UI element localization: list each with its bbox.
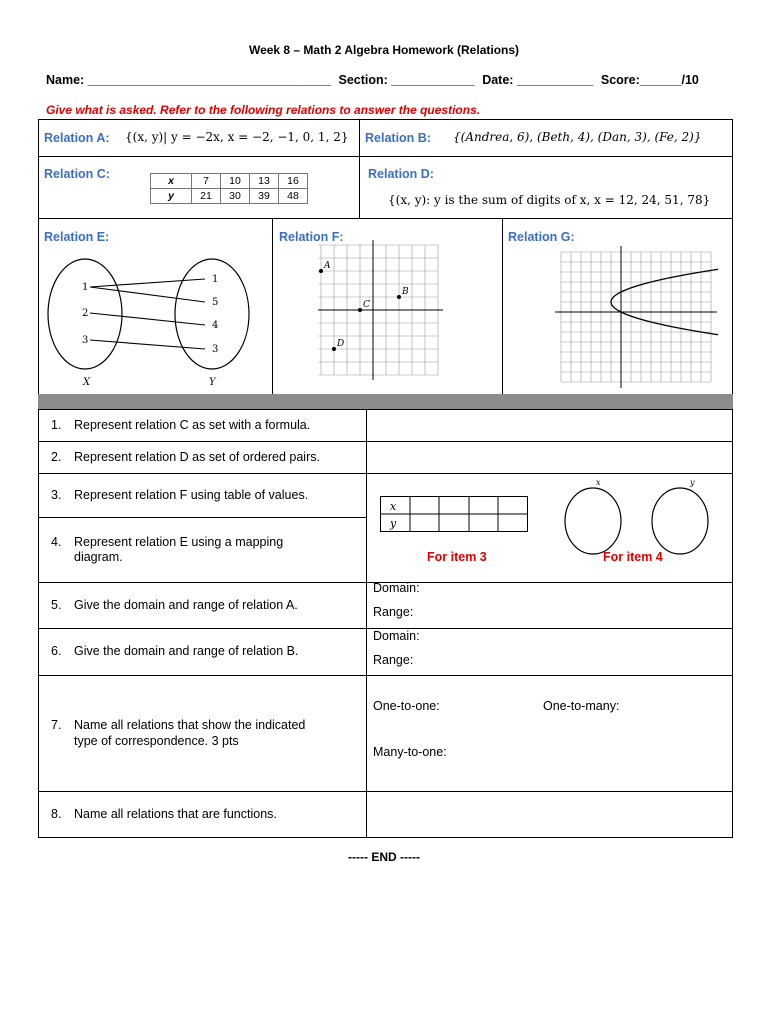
question-number: 6. <box>51 644 62 658</box>
relation-d-cell <box>359 156 733 219</box>
domain-value: 1 <box>82 282 89 293</box>
question-text: Represent relation E using a mapping <box>74 535 284 549</box>
row-divider <box>38 473 733 474</box>
range-set-label: Y <box>209 377 216 388</box>
point-D <box>332 347 336 351</box>
item3-answer-table[interactable] <box>380 496 530 534</box>
point-A <box>319 269 323 273</box>
mapping-arrow <box>90 340 205 349</box>
question-number: 5. <box>51 598 62 612</box>
point-label: A <box>324 261 331 271</box>
end-marker: ----- END ----- <box>348 850 420 864</box>
row-divider <box>38 441 733 442</box>
question-text-cont: diagram. <box>74 550 123 564</box>
relation-b-label: Relation B: <box>365 131 431 145</box>
relation-d-label: Relation D: <box>368 167 434 181</box>
table-header-x: x <box>151 174 192 189</box>
table-header-y: y <box>151 189 192 204</box>
question-text: Represent relation F using table of values. <box>74 488 309 502</box>
relation-b-expr: {(Andrea, 6), (Beth, 4), (Dan, 3), (Fe, 2)} <box>453 130 702 144</box>
table-cell: 39 <box>250 189 279 204</box>
score-field[interactable]: Score:______/10 <box>600 73 699 87</box>
range-value: 1 <box>212 274 219 285</box>
range-value: 3 <box>212 344 219 355</box>
item3-caption: For item 3 <box>427 550 487 564</box>
one-to-one-label: One-to-one: <box>373 699 440 713</box>
mapping-arrow <box>90 313 205 325</box>
question-number: 7. <box>51 718 62 732</box>
point-C <box>358 308 362 312</box>
domain-value: 2 <box>82 308 89 319</box>
point-label: D <box>337 339 345 349</box>
date-field[interactable]: Date: ___________ <box>482 73 594 87</box>
item4-domain-oval[interactable] <box>565 488 621 554</box>
section-field[interactable]: Section: ____________ <box>338 73 475 87</box>
table-row <box>151 189 308 204</box>
q5-range-label: Range: <box>373 605 414 619</box>
instructions: Give what is asked. Refer to the following relations to answer the questions. <box>46 103 481 117</box>
relation-e-label: Relation E: <box>44 230 110 244</box>
item4-caption: For item 4 <box>603 550 663 564</box>
relation-g-label: Relation G: <box>508 230 575 244</box>
question-number: 1. <box>51 418 62 432</box>
page-title: Week 8 – Math 2 Algebra Homework (Relations) <box>248 43 520 57</box>
relation-c-table <box>150 173 308 204</box>
item3-x-label: x <box>390 500 397 513</box>
row-divider <box>38 517 367 518</box>
relation-a-expr: {(x, y)| y = −2x, x = −2, −1, 0, 1, 2} <box>125 130 349 144</box>
table-row <box>151 174 308 189</box>
item3-y-label: y <box>390 517 397 530</box>
table-cell: 30 <box>221 189 250 204</box>
question-text: Give the domain and range of relation A. <box>74 598 298 612</box>
one-to-many-label: One-to-many: <box>543 699 620 713</box>
item4-y-label: y <box>690 478 695 487</box>
relation-f-graph <box>318 238 488 383</box>
relation-f-label: Relation F: <box>279 230 344 244</box>
relation-g-curve <box>611 268 718 337</box>
table-cell: 16 <box>279 174 308 189</box>
q6-domain-label: Domain: <box>373 629 420 643</box>
question-text: Name all relations that show the indicated <box>74 718 306 732</box>
question-text: Name all relations that are functions. <box>74 807 277 821</box>
question-number: 8. <box>51 807 62 821</box>
table-cell: 10 <box>221 174 250 189</box>
question-number: 4. <box>51 535 62 549</box>
question-text: Give the domain and range of relation B. <box>74 644 299 658</box>
question-text: Represent relation D as set of ordered pairs. <box>74 450 320 464</box>
relation-g-graph <box>548 228 718 388</box>
relation-e-mapping-diagram <box>40 248 270 393</box>
question-text: Represent relation C as set with a formula. <box>74 418 311 432</box>
table-cell: 7 <box>192 174 221 189</box>
mapping-arrow <box>90 279 205 287</box>
relation-c-label: Relation C: <box>44 167 110 181</box>
item4-mapping-ovals[interactable] <box>560 477 720 557</box>
relation-d-expr: {(x, y): y is the sum of digits of x, x = 12, 24, 51, 78} <box>388 193 711 207</box>
q6-range-label: Range: <box>373 653 414 667</box>
relation-a-label: Relation A: <box>44 131 110 145</box>
domain-value: 3 <box>82 335 89 346</box>
point-label: C <box>363 300 370 310</box>
range-value: 5 <box>212 297 219 308</box>
question-number: 2. <box>51 450 62 464</box>
table-cell: 13 <box>250 174 279 189</box>
table-cell: 21 <box>192 189 221 204</box>
q5-domain-label: Domain: <box>373 581 420 595</box>
item4-x-label: x <box>596 478 601 487</box>
name-field[interactable]: Name: ___________________________________ <box>46 73 331 87</box>
row-divider <box>38 675 733 676</box>
question-number: 3. <box>51 488 62 502</box>
header-fields <box>46 73 703 87</box>
section-divider <box>38 394 733 410</box>
mapping-arrow <box>90 287 205 302</box>
many-to-one-label: Many-to-one: <box>373 745 447 759</box>
row-divider <box>38 791 733 792</box>
table-cell: 48 <box>279 189 308 204</box>
question-text-cont: type of correspondence. 3 pts <box>74 734 239 748</box>
item4-range-oval[interactable] <box>652 488 708 554</box>
point-B <box>397 295 401 299</box>
range-value: 4 <box>212 320 219 331</box>
point-label: B <box>402 287 409 297</box>
domain-set-label: X <box>83 377 91 388</box>
